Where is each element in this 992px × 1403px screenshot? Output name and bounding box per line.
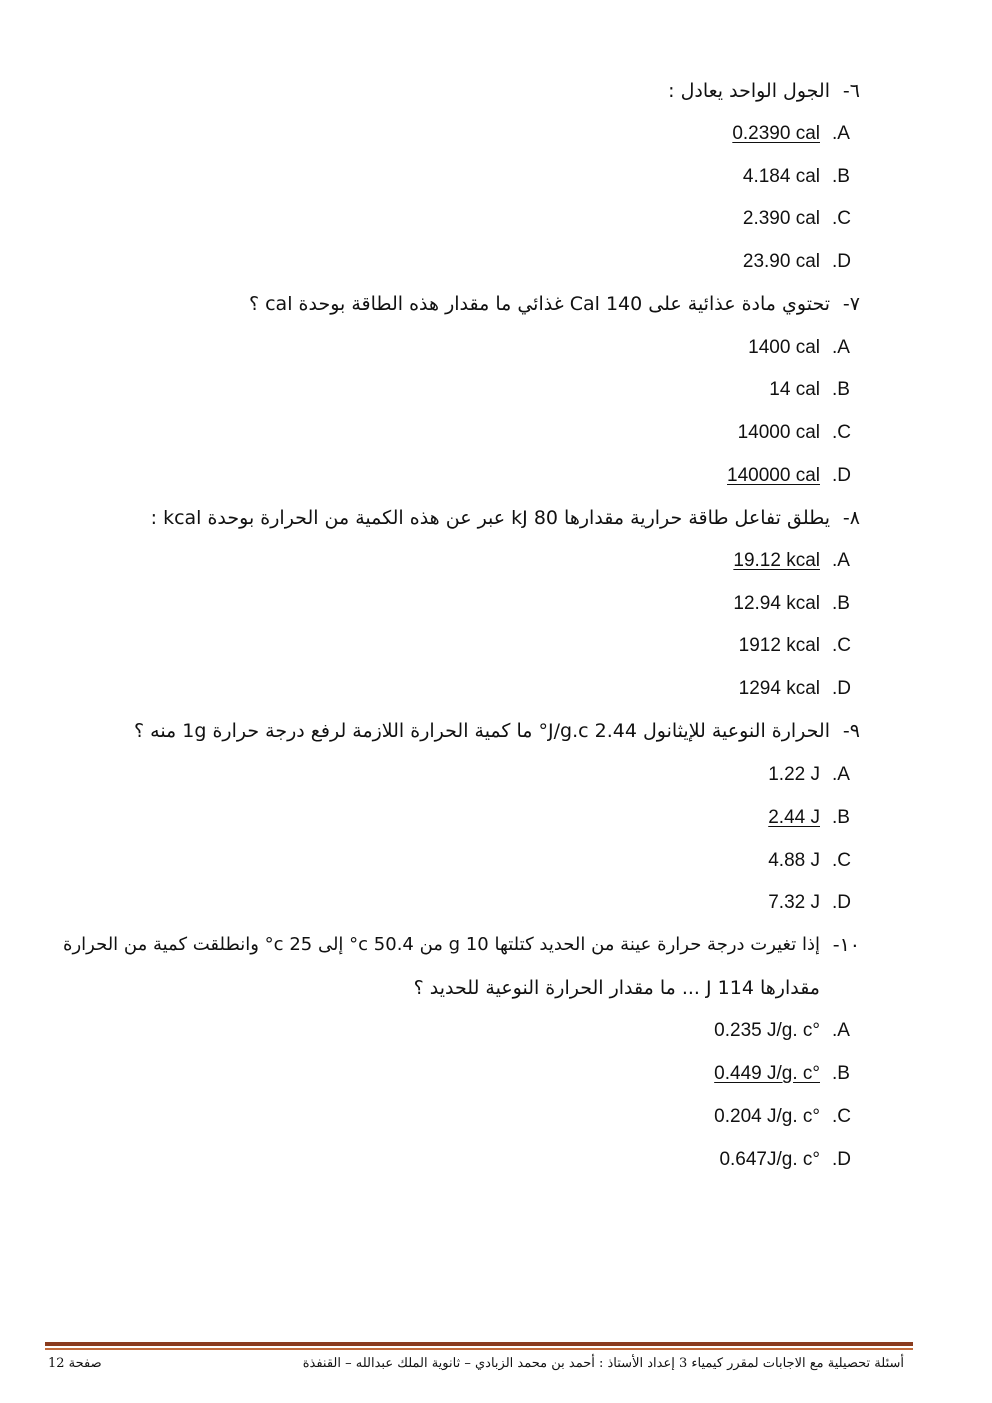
option-value: 1400 cal xyxy=(748,337,820,358)
option-letter: .C xyxy=(832,635,851,656)
option-value: 23.90 cal xyxy=(742,251,820,272)
question-7-text: تحتوي مادة عذائية على 140 Cal غذائي ما مقدار هذه الطاقة بوحدة cal ؟ xyxy=(248,293,830,315)
option-letter: .A xyxy=(832,123,850,144)
option-value: 14000 cal xyxy=(737,422,820,443)
option-letter: .A xyxy=(832,337,850,358)
option-letter: .A xyxy=(832,550,850,571)
option-letter: .C xyxy=(832,1106,851,1127)
option-value: 0.204 J/g. c° xyxy=(714,1106,820,1127)
option-letter: .B xyxy=(832,379,850,400)
question-10-text-line2: مقدارها 114 J ... ما مقدار الحرارة النوعية للحديد ؟ xyxy=(413,977,820,999)
question-10-number: ١٠- xyxy=(832,934,860,956)
option-value: 2.390 cal xyxy=(742,208,820,229)
option-letter: .D xyxy=(832,678,851,699)
question-9-number: ٩- xyxy=(842,720,860,742)
option-value: 4.184 cal xyxy=(742,166,820,187)
question-8-number: ٨- xyxy=(842,507,860,529)
footer-rule-thick xyxy=(45,1342,913,1346)
option-letter: .B xyxy=(832,807,850,828)
option-letter: .B xyxy=(832,1063,850,1084)
option-letter: .A xyxy=(832,764,850,785)
question-8-text: يطلق تفاعل طاقة حرارية مقدارها 80 kJ عبر عن هذه الكمية من الحرارة بوحدة kcal : xyxy=(150,507,830,529)
option-letter: .D xyxy=(832,892,851,913)
question-9-text: الحرارة النوعية للإيثانول 2.44 J/g.c° ما كمية الحرارة اللازمة لرفع درجة حرارة 1g منه ؟ xyxy=(134,720,830,742)
option-value: 12.94 kcal xyxy=(733,593,820,614)
option-letter: .D xyxy=(832,251,851,272)
question-6-text: الجول الواحد يعادل : xyxy=(668,80,830,102)
option-letter: .B xyxy=(832,593,850,614)
option-value: 7.32 J xyxy=(768,892,820,913)
option-letter: .D xyxy=(832,465,851,486)
question-6-number: ٦- xyxy=(842,80,860,102)
question-10-text: إذا تغيرت درجة حرارة عينة من الحديد كتلتها 10 g من 50.4 c° إلى 25 c° وانطلقت كمية من الحرارة xyxy=(63,934,820,955)
option-value-correct: 0.2390 cal xyxy=(732,123,820,144)
option-value: 1912 kcal xyxy=(738,635,820,656)
option-letter: .A xyxy=(832,1020,850,1041)
option-letter: .B xyxy=(832,166,850,187)
option-value: 4.88 J xyxy=(768,850,820,871)
page-number: صفحة 12 xyxy=(48,1356,102,1371)
footer-rule-thin xyxy=(45,1348,913,1350)
option-value: 0.647J/g. c° xyxy=(719,1149,820,1170)
option-value-correct: 19.12 kcal xyxy=(733,550,820,571)
option-value: 1294 kcal xyxy=(738,678,820,699)
option-value: 0.235 J/g. c° xyxy=(714,1020,820,1041)
option-value: 1.22 J xyxy=(768,764,820,785)
option-value-correct: 0.449 J/g. c° xyxy=(714,1063,820,1084)
question-7-number: ٧- xyxy=(842,293,860,315)
option-value: 14 cal xyxy=(769,379,820,400)
option-letter: .D xyxy=(832,1149,851,1170)
option-value-correct: 2.44 J xyxy=(768,807,820,828)
option-letter: .C xyxy=(832,208,851,229)
option-value-correct: 140000 cal xyxy=(727,465,820,486)
option-letter: .C xyxy=(832,422,851,443)
option-letter: .C xyxy=(832,850,851,871)
footer-text: أسئلة تحصيلية مع الاجابات لمقرر كيمياء 3 إعداد الأستاذ : أحمد بن محمد الزبادي – ثانوية الملك عبدالله – القنفذة xyxy=(302,1356,904,1371)
